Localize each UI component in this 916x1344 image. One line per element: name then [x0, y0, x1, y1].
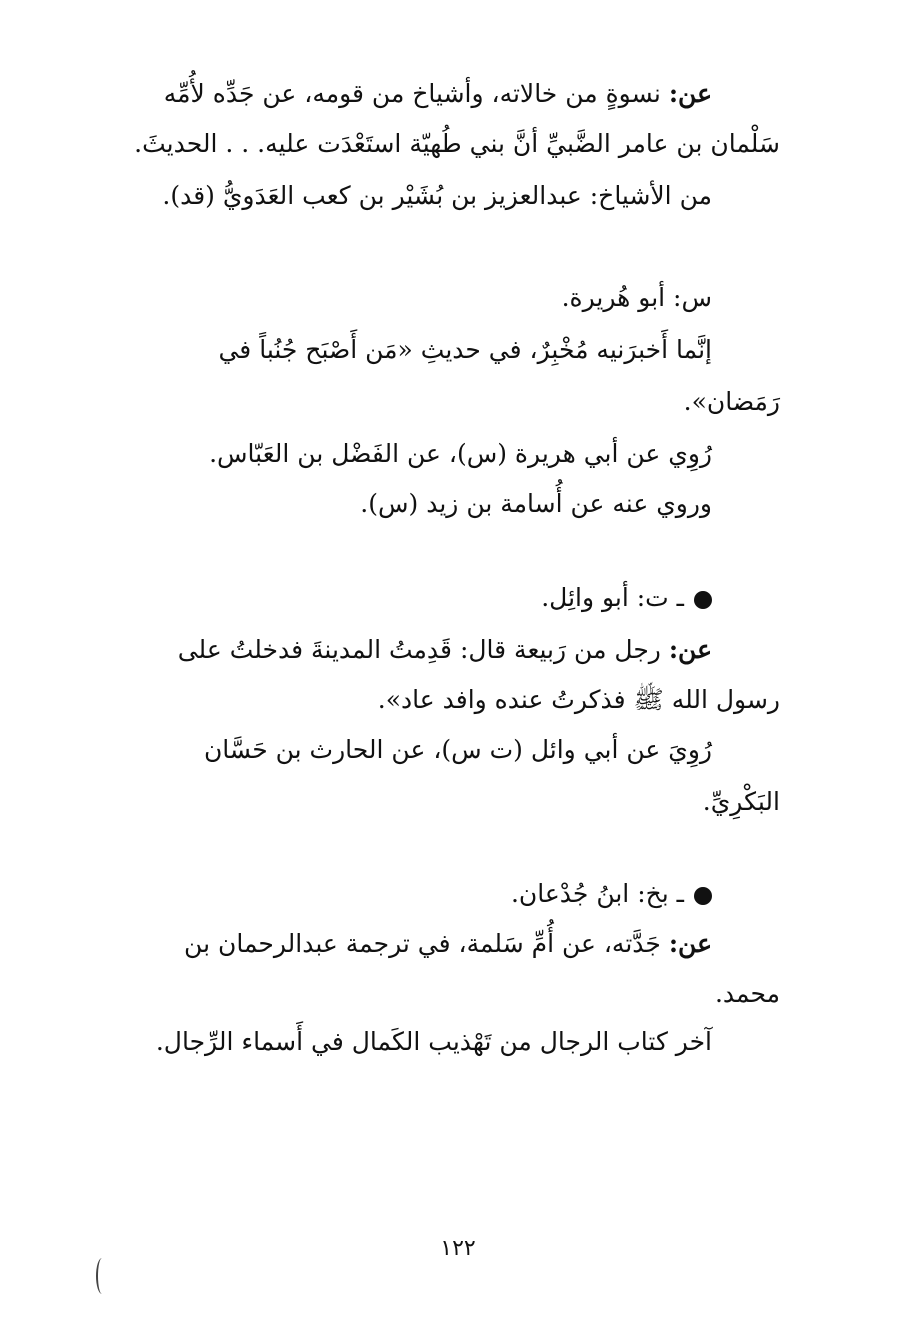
entry-1-line-2: سَلْمان بن عامر الضَّبيِّ أنَّ بني طُهيّة استَعْدَت عليه. . . الحديثَ.	[134, 129, 780, 158]
entry-2-heading: س: أبو هُريرة.	[561, 283, 712, 312]
entry-text: نسوةٍ من خالاته، وأشياخ من قومه، عن جَدِّه لأُمِّه	[163, 79, 669, 108]
entry-3-heading	[312, 578, 712, 618]
entry-4-line-3: محمد.	[714, 979, 780, 1008]
entry-text: جَدَّته، عن أُمِّ سَلمة، في ترجمة عبدالرحمان بن	[184, 929, 669, 958]
entry-2-line-3: رَمَضان».	[683, 387, 780, 416]
bullet-icon	[694, 887, 712, 905]
entry-lead-an: عن:	[668, 929, 712, 958]
entry-2-line-2: إنَّما أَخبرَنيه مُخْبِرٌ، في حديثِ «مَن أَصْبَح جُنُباً في	[218, 335, 712, 364]
entry-2-line-4: رُوِي عن أبي هريرة (س)، عن الفَضْل بن العَبّاس.	[209, 439, 712, 468]
bullet-icon	[694, 591, 712, 609]
entry-4-line-2	[72, 924, 712, 964]
entry-3-line-3: رسول الله ﷺ فذكرتُ عنده وافد عاد».	[377, 685, 780, 714]
entry-4-line-4: آخر كتاب الرجال من تَهْذيب الكَمال في أَسماء الرِّجال.	[155, 1027, 712, 1056]
margin-mark	[96, 1258, 108, 1294]
entry-1-line-1	[72, 74, 712, 114]
entry-2-line-5: وروي عنه عن أُسامة بن زيد (س).	[360, 489, 712, 518]
entry-text: رجل من رَبيعة قال: قَدِمتُ المدينةَ فدخلتُ على	[177, 635, 669, 664]
entry-lead-an: عن:	[668, 635, 712, 664]
entry-heading-text: ـ بخ: ابنُ جُدْعان.	[510, 879, 684, 908]
entry-3-line-2	[72, 630, 712, 670]
page-number: ١٢٢	[440, 1236, 476, 1261]
entry-4-heading	[312, 874, 712, 914]
entry-1-line-3: من الأشياخ: عبدالعزيز بن بُشَيْر بن كعب العَدَويُّ (قد).	[162, 181, 712, 210]
entry-3-line-5: البَكْرِيِّ.	[702, 787, 780, 816]
entry-3-line-4: رُوِيَ عن أبي وائل (ت س)، عن الحارث بن حَسَّان	[203, 735, 712, 764]
entry-lead-an: عن:	[668, 79, 712, 108]
entry-heading-text: ـ ت: أبو وائِل.	[541, 583, 684, 612]
